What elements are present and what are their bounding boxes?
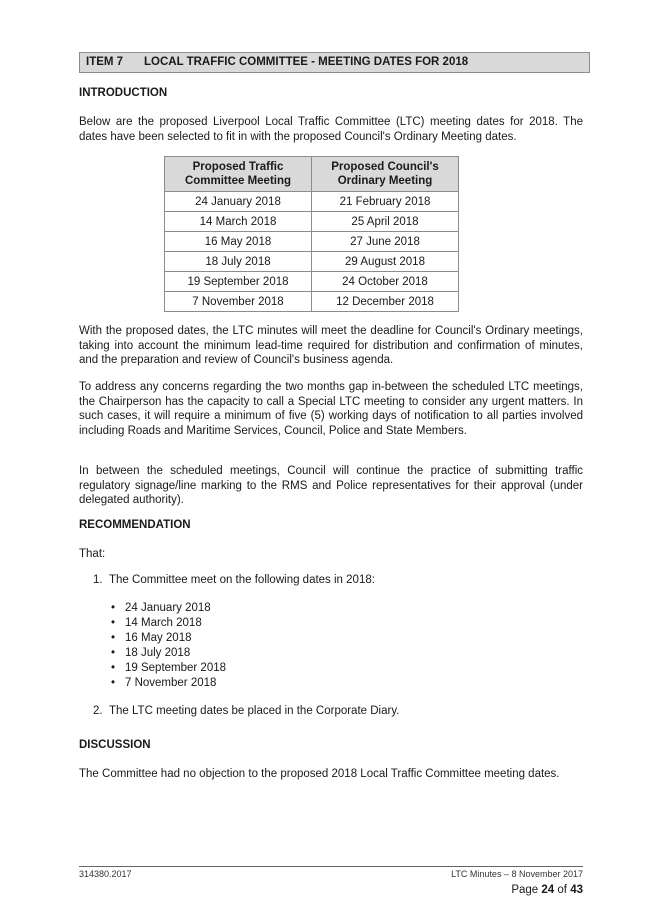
list-item: • 18 July 2018 xyxy=(111,647,191,659)
bullet-icon: • xyxy=(111,647,116,659)
list-item: • 7 November 2018 xyxy=(111,677,217,689)
meeting-dates-list xyxy=(110,601,226,691)
paragraph-signage: In between the scheduled meetings, Council will continue the practice of submitting traffic regulatory signage/line marking to the RMS and Police representatives for their approval (under delegated authority). xyxy=(79,465,583,506)
footer-reference: 314380.2017 xyxy=(79,869,132,879)
bullet-icon: • xyxy=(111,632,116,644)
recommendation-that: That: xyxy=(79,548,106,560)
meeting-dates-table xyxy=(164,156,459,312)
item-header xyxy=(79,52,590,73)
introduction-heading: INTRODUCTION xyxy=(79,87,168,99)
recommendation-heading: RECOMMENDATION xyxy=(79,519,191,531)
discussion-text: The Committee had no objection to the proposed 2018 Local Traffic Committee meeting dates. xyxy=(79,768,560,780)
table-row xyxy=(165,252,459,272)
footer-divider xyxy=(79,866,583,867)
recommendation-item-2 xyxy=(93,705,399,717)
list-item: • 14 March 2018 xyxy=(111,617,202,629)
paragraph-special-meeting: To address any concerns regarding the two months gap in-between the scheduled LTC meetings, the Chairperson has the capacity to call a Special LTC meeting to consider any urgent matters. In such cases, it will require a minimum of five (5) working days of notification to all parties involved including Roads and Maritime Services, Council, Police and State Members. xyxy=(79,381,583,437)
table-cell: 27 June 2018 xyxy=(312,232,459,252)
table-cell: 18 July 2018 xyxy=(165,252,312,272)
table-cell: 24 January 2018 xyxy=(165,192,312,212)
page-current: 24 xyxy=(541,884,555,896)
table-row xyxy=(165,272,459,292)
bullet-icon: • xyxy=(111,677,116,689)
item-2-text: The LTC meeting dates be placed in the Corporate Diary. xyxy=(109,705,400,717)
item-1-text: The Committee meet on the following dates in 2018: xyxy=(109,574,375,586)
table-cell: 7 November 2018 xyxy=(165,292,312,312)
bullet-icon: • xyxy=(111,662,116,674)
paragraph-deadline: With the proposed dates, the LTC minutes will meet the deadline for Council's Ordinary meetings, taking into account the minimum lead-time required for distribution and confirmation of minutes, and the preparation and review of Council's business agenda. xyxy=(79,325,583,366)
table-header-council: Proposed Council's Ordinary Meeting xyxy=(312,157,459,192)
item-1-number: 1. xyxy=(93,574,103,586)
bullet-icon: • xyxy=(111,617,116,629)
table-cell: 16 May 2018 xyxy=(165,232,312,252)
introduction-text: Below are the proposed Liverpool Local Traffic Committee (LTC) meeting dates for 2018. The dates have been selected to fit in with the proposed Council's Ordinary Meeting dates. xyxy=(79,116,583,143)
table-row xyxy=(165,212,459,232)
table-cell: 12 December 2018 xyxy=(312,292,459,312)
table-cell: 14 March 2018 xyxy=(165,212,312,232)
table-cell: 25 April 2018 xyxy=(312,212,459,232)
list-item: • 19 September 2018 xyxy=(111,662,227,674)
footer-minutes-date: LTC Minutes – 8 November 2017 xyxy=(451,869,583,879)
table-row xyxy=(165,192,459,212)
page-number: Page 24 of 43 xyxy=(511,884,583,896)
page-total: 43 xyxy=(570,884,583,896)
table-cell: 19 September 2018 xyxy=(165,272,312,292)
bullet-icon: • xyxy=(111,602,116,614)
table-row xyxy=(165,232,459,252)
recommendation-item-1 xyxy=(93,574,375,586)
table-cell: 29 August 2018 xyxy=(312,252,459,272)
table-cell: 21 February 2018 xyxy=(312,192,459,212)
list-item: • 24 January 2018 xyxy=(111,602,211,614)
item-2-number: 2. xyxy=(93,705,103,717)
item-number: ITEM 7 xyxy=(86,56,124,68)
table-row xyxy=(165,292,459,312)
table-header-traffic: Proposed Traffic Committee Meeting xyxy=(165,157,312,192)
item-title: LOCAL TRAFFIC COMMITTEE - MEETING DATES FOR 2018 xyxy=(144,56,469,68)
list-item: • 16 May 2018 xyxy=(111,632,192,644)
table-cell: 24 October 2018 xyxy=(312,272,459,292)
discussion-heading: DISCUSSION xyxy=(79,739,151,751)
table-header-row xyxy=(165,157,459,192)
